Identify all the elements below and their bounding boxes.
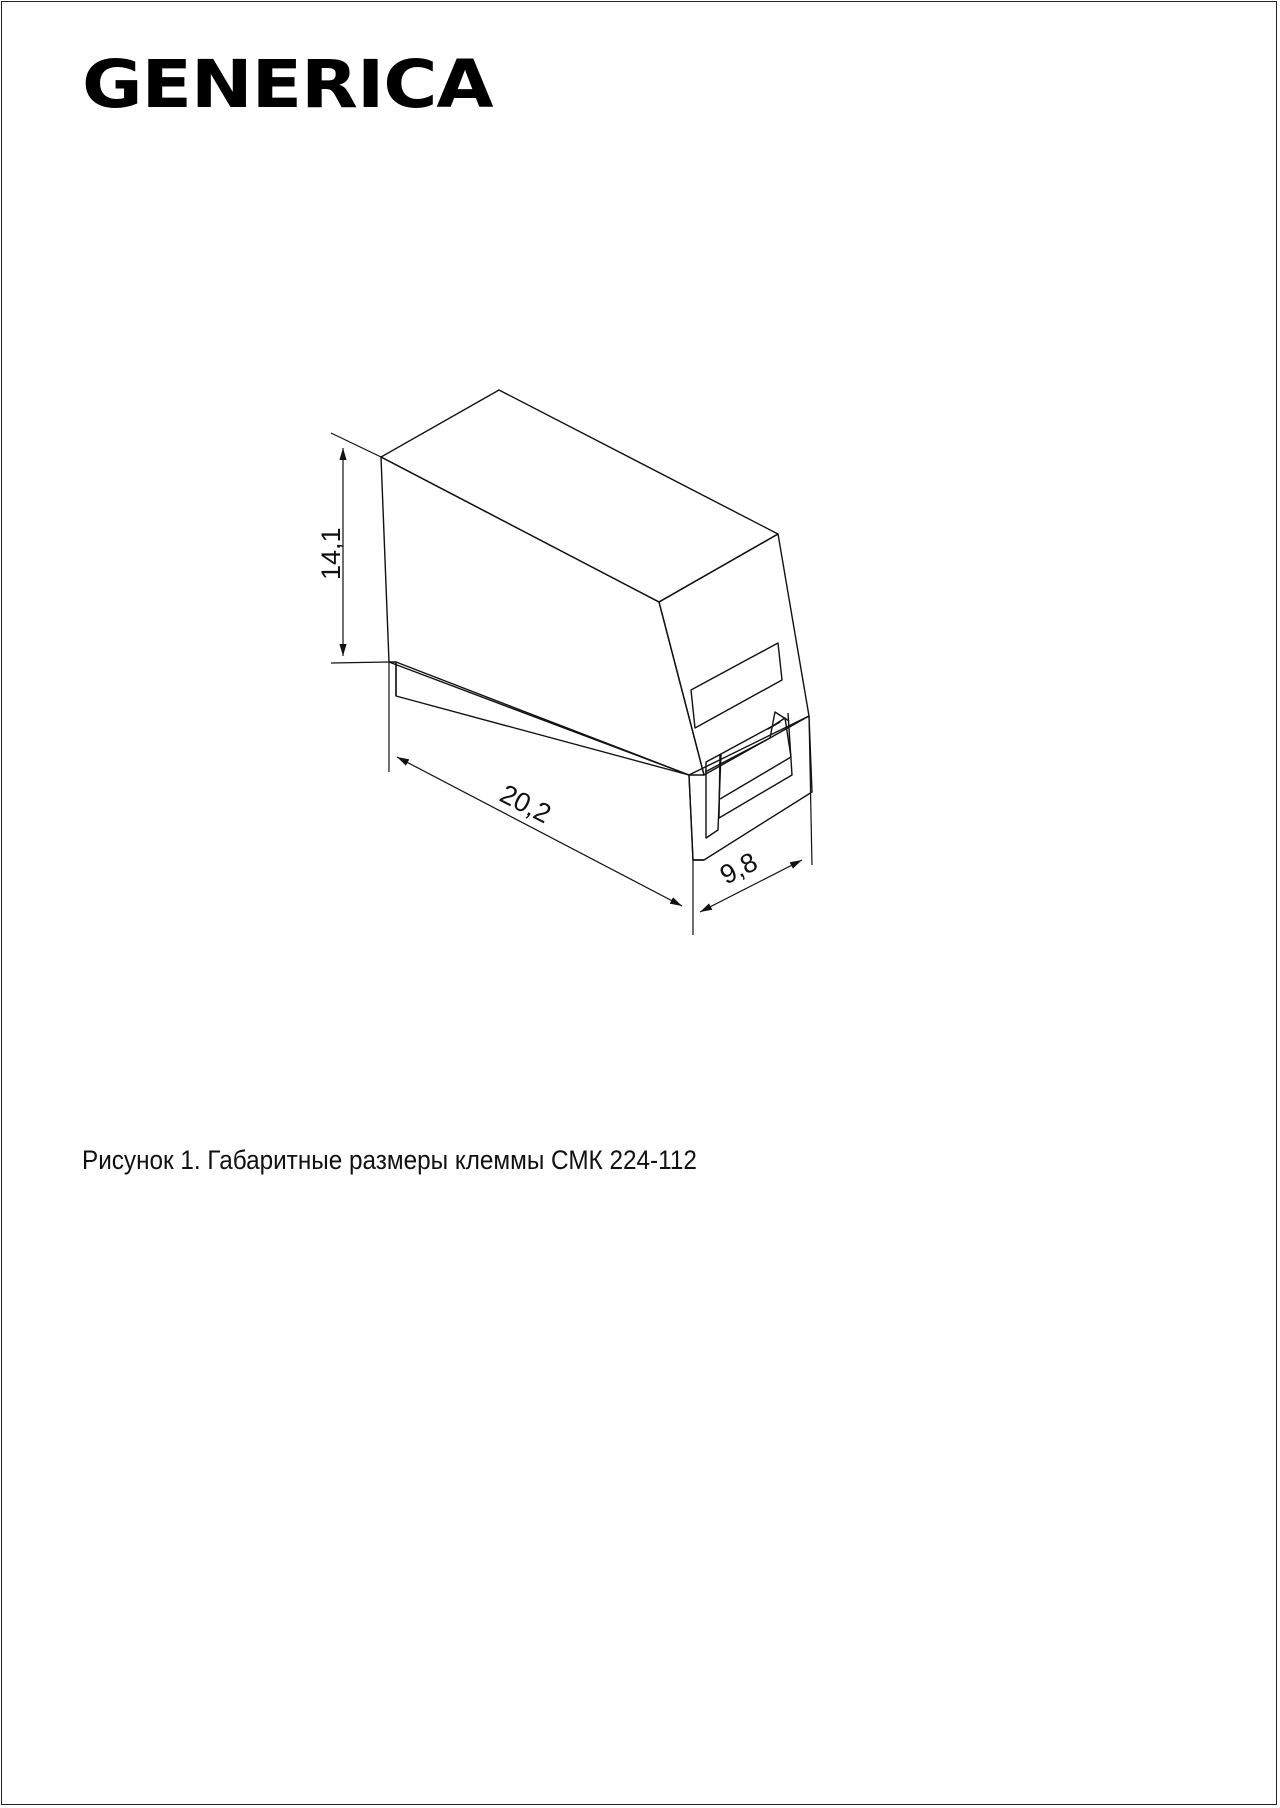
front-face — [659, 534, 809, 775]
top-face — [381, 390, 778, 602]
terminal-outline — [381, 390, 812, 860]
length-dimension-label: 20,2 — [495, 778, 556, 830]
length-dimension-line — [397, 757, 682, 906]
figure-caption: Рисунок 1. Габаритные размеры клеммы СМК 224-112 — [82, 1145, 697, 1175]
bottom-rail — [389, 662, 704, 860]
side-face — [381, 457, 704, 775]
height-dimension-label: 14,1 — [316, 527, 346, 580]
width-dimension-label: 9,8 — [715, 846, 763, 891]
wire-slot — [691, 643, 782, 728]
brand-logo: GENERICA — [82, 46, 493, 123]
